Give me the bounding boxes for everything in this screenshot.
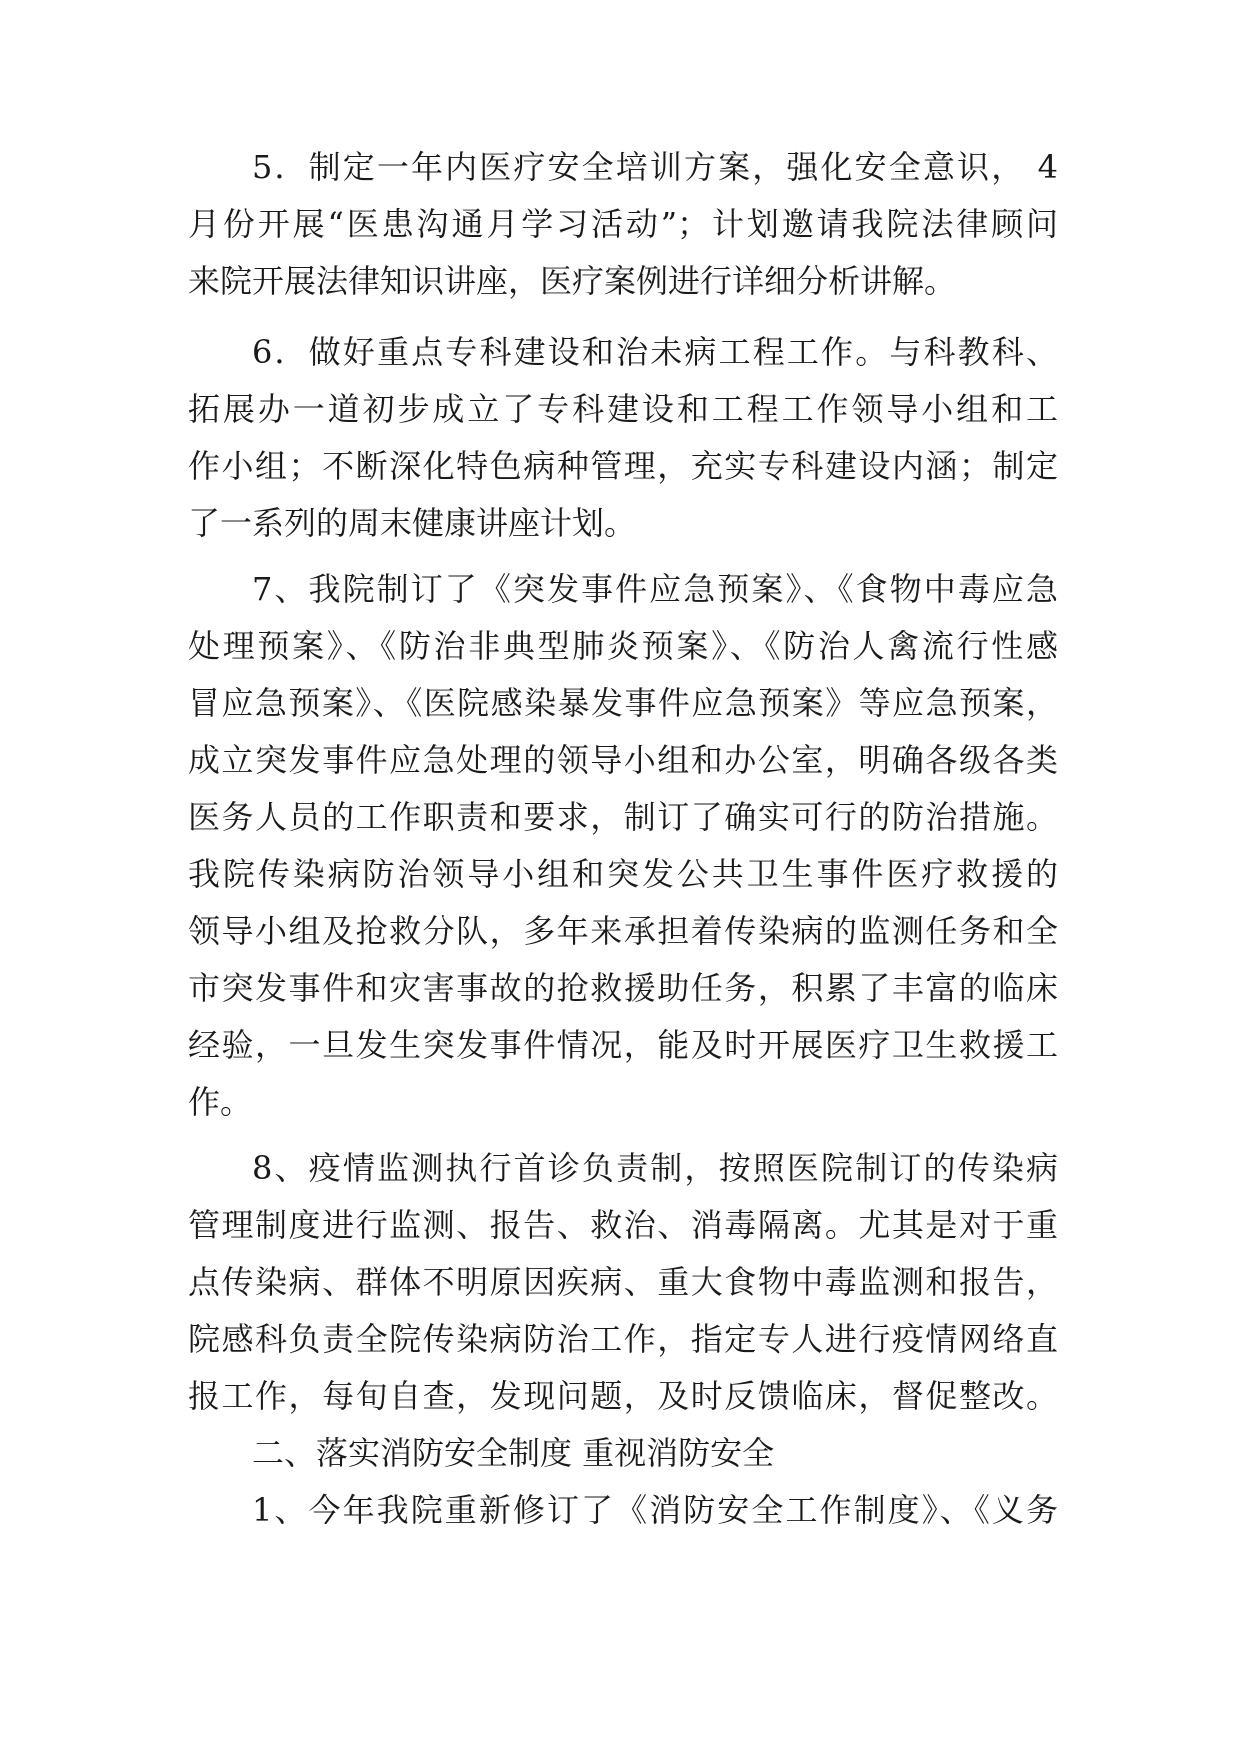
text-line: 管理制度进行监测、报告、救治、消毒隔离。尤其是对于重 (188, 1206, 1058, 1244)
text-line: 了一系列的周末健康讲座计划。 (188, 504, 637, 542)
text-line: 拓展办一道初步成立了专科建设和工程工作领导小组和工 (188, 390, 1058, 428)
text-line: 冒应急预案》、《医院感染暴发事件应急预案》等应急预案， (188, 684, 1058, 722)
section-heading: 二、落实消防安全制度 重视消防安全 (252, 1434, 775, 1472)
text-line: 处理预案》、《防治非典型肺炎预案》、《防治人禽流行性感 (188, 627, 1058, 665)
text-line: 6．做好重点专科建设和治未病工程工作。与科教科、 (252, 333, 1058, 371)
text-line: 成立突发事件应急处理的领导小组和办公室，明确各级各类 (188, 741, 1058, 779)
text-line: 月份开展“医患沟通月学习活动”；计划邀请我院法律顾问 (188, 205, 1058, 243)
text-line: 1、今年我院重新修订了《消防安全工作制度》、《义务 (252, 1491, 1058, 1529)
text-line: 点传染病、群体不明原因疾病、重大食物中毒监测和报告， (188, 1263, 1058, 1301)
text-line: 作小组；不断深化特色病种管理，充实专科建设内涵；制定 (188, 447, 1058, 485)
text-line: 经验，一旦发生突发事件情况，能及时开展医疗卫生救援工 (188, 1026, 1058, 1064)
text-line: 市突发事件和灾害事故的抢救援助任务，积累了丰富的临床 (188, 969, 1058, 1007)
text-line: 领导小组及抢救分队，多年来承担着传染病的监测任务和全 (188, 912, 1058, 950)
text-line: 院感科负责全院传染病防治工作，指定专人进行疫情网络直 (188, 1320, 1058, 1358)
text-line: 来院开展法律知识讲座，医疗案例进行详细分析讲解。 (188, 262, 957, 300)
text-line: 作。 (188, 1083, 253, 1121)
text-line: 8、疫情监测执行首诊负责制，按照医院制订的传染病 (252, 1149, 1058, 1187)
text-line: 医务人员的工作职责和要求，制订了确实可行的防治措施。 (188, 798, 1058, 836)
text-line: 报工作，每旬自查，发现问题，及时反馈临床，督促整改。 (188, 1377, 1058, 1415)
text-line: 我院传染病防治领导小组和突发公共卫生事件医疗救援的 (188, 855, 1058, 893)
text-line: 5．制定一年内医疗安全培训方案，强化安全意识， 4 (252, 148, 1058, 186)
text-line: 7、我院制订了《突发事件应急预案》、《食物中毒应急 (252, 570, 1058, 608)
